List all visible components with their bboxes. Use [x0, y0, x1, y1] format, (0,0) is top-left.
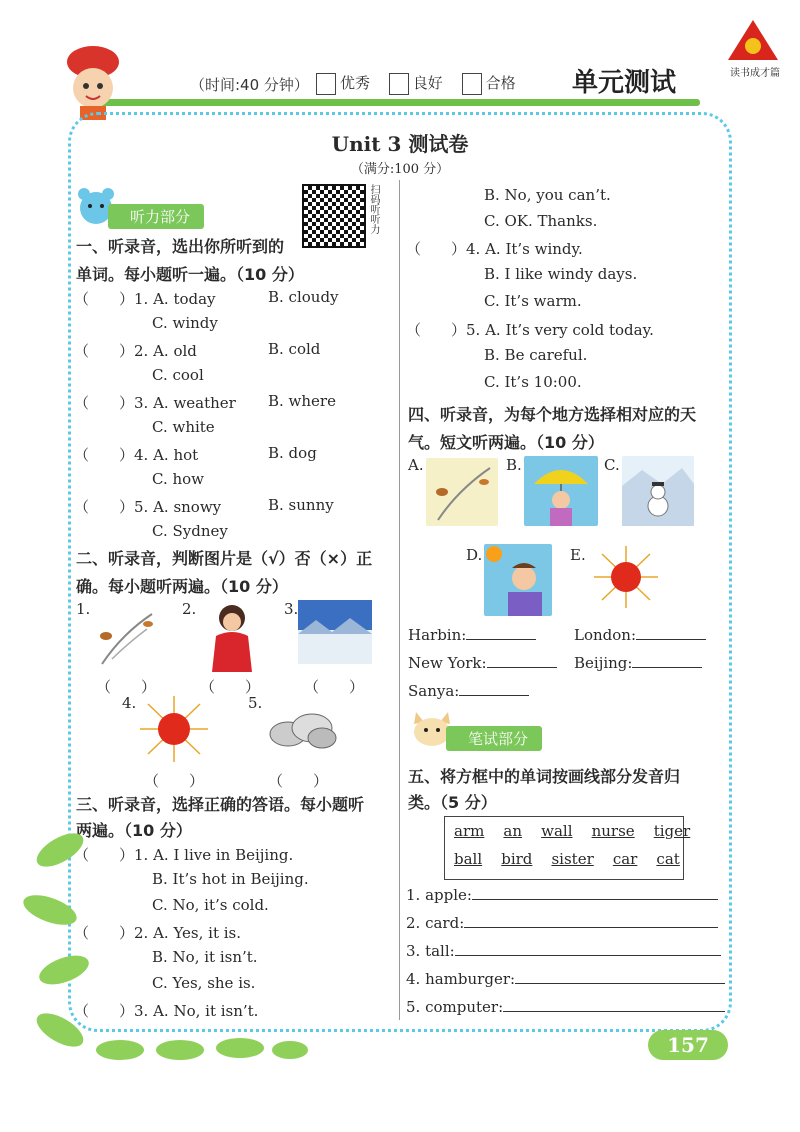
grade-box[interactable]: [462, 73, 482, 95]
word: cat: [656, 850, 680, 868]
option: B. dog: [268, 444, 317, 462]
question-item: （ ）1. A. today: [74, 290, 216, 308]
picture-label: 5.: [248, 694, 263, 712]
question-item: （ ）2. A. old: [74, 342, 197, 360]
option: C. It’s 10:00.: [484, 373, 582, 391]
section5-heading: 类。（5 分）: [408, 793, 497, 812]
header-bar: [100, 99, 700, 106]
section2-heading: 确。每小题听两遍。（10 分）: [76, 577, 288, 596]
classify-item: [406, 942, 721, 960]
answer-blank[interactable]: （ ）: [268, 772, 329, 790]
option: B. where: [268, 392, 336, 410]
word-row: [454, 822, 690, 840]
city-answer: [408, 626, 536, 644]
option: B. Be careful.: [484, 346, 588, 364]
answer-line[interactable]: [455, 955, 721, 956]
city-label: London:: [574, 626, 636, 644]
section1-heading: 单词。每小题听一遍。（10 分）: [76, 265, 304, 284]
city-answer: [408, 654, 557, 672]
answer-blank[interactable]: （ ）: [144, 772, 205, 790]
leaves-icon: [90, 1030, 310, 1070]
grade-box[interactable]: [316, 73, 336, 95]
question-item: （ ）4. A. It’s windy.: [406, 240, 583, 258]
classify-item: [406, 914, 718, 932]
word: nurse: [591, 822, 635, 840]
answer-line[interactable]: [515, 983, 725, 984]
logo-icon: [728, 20, 778, 60]
city-label: Beijing:: [574, 654, 633, 672]
picture-label: 2.: [182, 600, 197, 618]
answer-line[interactable]: [464, 927, 718, 928]
question-item: （ ）2. A. Yes, it is.: [74, 924, 242, 942]
page-title: Unit 3 测试卷: [331, 132, 469, 156]
option: C. how: [152, 470, 205, 488]
hot-boy-icon: [484, 544, 552, 616]
word: wall: [541, 822, 573, 840]
mascot-icon: [58, 40, 128, 120]
rain-umbrella-icon: [524, 456, 598, 526]
grade-box[interactable]: [389, 73, 409, 95]
item-label: 4. hamburger:: [406, 970, 516, 988]
qr-code-icon[interactable]: [302, 184, 366, 248]
picture-label: 1.: [76, 600, 91, 618]
word: tiger: [653, 822, 691, 840]
answer-line[interactable]: [459, 695, 529, 696]
city-answer: [574, 654, 702, 672]
item-label: 1. apple:: [406, 886, 472, 904]
question-item: （ ）3. A. No, it isn’t.: [74, 1002, 259, 1020]
banner-title: 单元测试: [572, 68, 677, 98]
word: bird: [501, 850, 533, 868]
option: C. It’s warm.: [484, 292, 582, 310]
option: B. cloudy: [268, 288, 339, 306]
question-item: （ ）5. A. snowy: [74, 498, 222, 516]
option: B. I like windy days.: [484, 265, 638, 283]
word: an: [503, 822, 523, 840]
option: C. cool: [152, 366, 204, 384]
section5-heading: 五、将方框中的单词按画线部分发音归: [408, 767, 681, 786]
option: B. No, you can’t.: [484, 186, 611, 204]
section3-heading: 三、听录音，选择正确的答语。每小题听: [76, 795, 365, 814]
item-label: 2. card:: [406, 914, 465, 932]
city-answer: [408, 682, 529, 700]
picture-label: C.: [604, 456, 620, 474]
answer-line[interactable]: [466, 639, 536, 640]
answer-line[interactable]: [487, 667, 557, 668]
question-item: （ ）5. A. It’s very cold today.: [406, 321, 654, 339]
picture-label: 3.: [284, 600, 299, 618]
banner-subtitle: 读书成才篇: [730, 68, 780, 79]
option: C. Sydney: [152, 522, 228, 540]
option: B. sunny: [268, 496, 334, 514]
word: ball: [454, 850, 483, 868]
answer-blank[interactable]: （ ）: [96, 678, 157, 696]
city-answer: [574, 626, 706, 644]
section4-heading: 气。短文听两遍。（10 分）: [408, 433, 604, 452]
option: C. white: [152, 418, 215, 436]
option: C. OK. Thanks.: [484, 212, 598, 230]
question-item: （ ）3. A. weather: [74, 394, 236, 412]
header-time: （时间:40 分钟）: [190, 76, 309, 94]
snowy-mountain-icon: [298, 600, 372, 664]
option: B. It’s hot in Beijing.: [152, 870, 309, 888]
windy-leaves-icon: [426, 458, 498, 526]
section4-heading: 四、听录音，为每个地方选择相对应的天: [408, 405, 697, 424]
grade-label: 良好: [412, 74, 443, 92]
snowman-icon: [622, 456, 694, 526]
listening-section-tag: 听力部分: [108, 204, 204, 229]
city-label: Sanya:: [408, 682, 460, 700]
option: C. windy: [152, 314, 218, 332]
option: C. Yes, she is.: [152, 974, 256, 992]
classify-item: [406, 970, 725, 988]
picture-label: E.: [570, 546, 586, 564]
answer-line[interactable]: [636, 639, 706, 640]
word: sister: [551, 850, 594, 868]
answer-blank[interactable]: （ ）: [304, 678, 365, 696]
section2-heading: 二、听录音，判断图片是（√）否（×）正: [76, 549, 373, 568]
option: C. No, it’s cold.: [152, 896, 269, 914]
answer-line[interactable]: [632, 667, 702, 668]
question-item: （ ）4. A. hot: [74, 446, 199, 464]
section3-heading: 两遍。（10 分）: [76, 821, 192, 840]
word-row: [454, 850, 680, 868]
sun-icon: [588, 544, 664, 610]
grade-label: 优秀: [340, 74, 371, 92]
classify-item: [406, 886, 718, 904]
cold-girl-icon: [206, 600, 258, 672]
cloud-icon: [264, 710, 340, 750]
sun-icon: [134, 694, 214, 764]
answer-line[interactable]: [472, 899, 718, 900]
answer-line[interactable]: [503, 1011, 725, 1012]
word: car: [612, 850, 638, 868]
item-label: 3. tall:: [406, 942, 455, 960]
picture-label: D.: [466, 546, 483, 564]
picture-label: A.: [408, 456, 424, 474]
question-item: （ ）1. A. I live in Beijing.: [74, 846, 294, 864]
page-subtitle: （满分:100 分）: [350, 162, 450, 177]
item-label: 5. computer:: [406, 998, 504, 1016]
option: B. cold: [268, 340, 321, 358]
qr-caption: 扫码听听力: [368, 184, 379, 234]
city-label: Harbin:: [408, 626, 467, 644]
option: B. No, it isn’t.: [152, 948, 258, 966]
word: arm: [454, 822, 485, 840]
column-divider: [399, 180, 400, 1020]
windy-leaves-icon: [92, 604, 162, 670]
grade-label: 合格: [485, 74, 516, 92]
city-label: New York:: [408, 654, 487, 672]
classify-item: [406, 998, 725, 1016]
leaves-icon: [20, 820, 100, 1060]
page-number: 157: [648, 1030, 728, 1060]
writing-section-tag: 笔试部分: [446, 726, 542, 751]
answer-blank[interactable]: （ ）: [200, 678, 261, 696]
section1-heading: 一、听录音，选出你所听到的: [76, 237, 285, 256]
picture-label: 4.: [122, 694, 137, 712]
picture-label: B.: [506, 456, 522, 474]
